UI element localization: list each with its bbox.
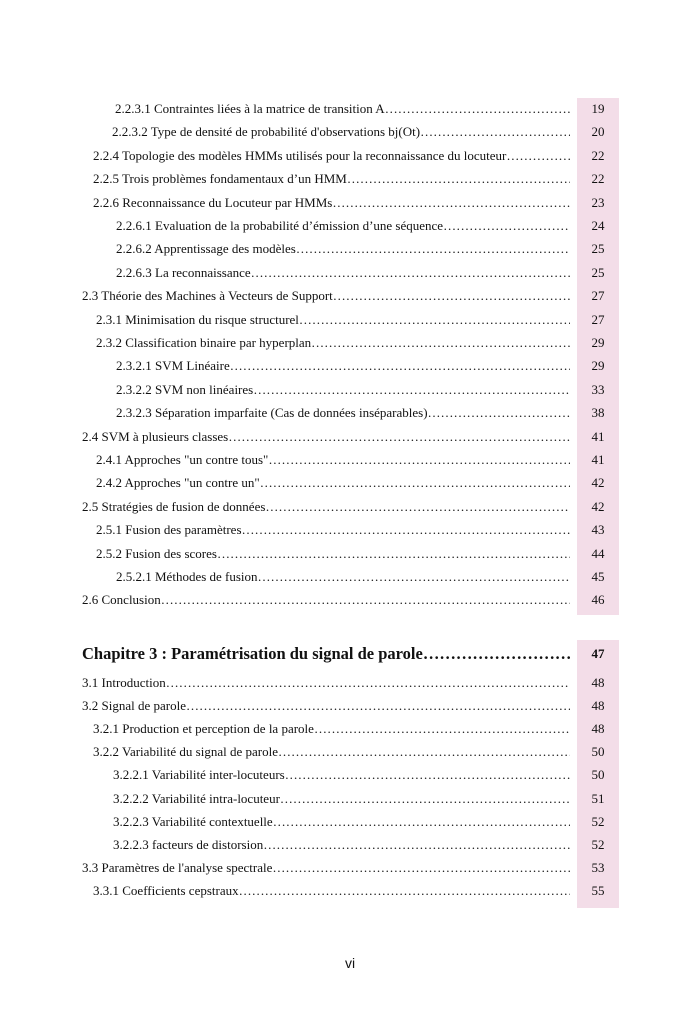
toc-entry-title: 2.5.1 Fusion des paramètres xyxy=(96,522,242,538)
toc-entry-page: 53 xyxy=(591,859,605,875)
toc-entry-title: 2.3 Théorie des Machines à Vecteurs de Support xyxy=(82,288,333,304)
toc-entry[interactable] xyxy=(0,309,700,331)
toc-entry-page: 27 xyxy=(591,311,605,327)
toc-entry-page: 25 xyxy=(591,241,605,257)
toc-entry-page: 22 xyxy=(591,147,605,163)
toc-entry-title: 2.4.1 Approches "un contre tous" xyxy=(96,452,269,467)
leader-dots xyxy=(278,741,570,763)
toc-entry[interactable] xyxy=(0,402,700,424)
toc-entry-page: 46 xyxy=(591,592,605,608)
toc-entry-title: 2.2.5 Trois problèmes fondamentaux d’un HMM xyxy=(93,171,347,187)
toc-entry-page: 41 xyxy=(591,452,605,467)
toc-entry-page: 42 xyxy=(591,498,605,514)
leader-dots xyxy=(385,98,570,120)
toc-entry-page: 33 xyxy=(591,381,605,397)
leader-dots xyxy=(333,285,570,307)
toc-entry[interactable] xyxy=(0,168,700,190)
toc-entry[interactable] xyxy=(0,238,700,260)
leader-dots xyxy=(443,215,570,237)
toc-entry-page: 51 xyxy=(591,790,605,806)
toc-entry-title: 3.3.1 Coefficients cepstraux xyxy=(93,882,239,898)
toc-entry-page: 19 xyxy=(591,101,605,116)
toc-entry[interactable] xyxy=(0,496,700,518)
toc-entry-page: 55 xyxy=(591,882,605,898)
toc-entry-page: 25 xyxy=(591,264,605,280)
toc-entry-page: 38 xyxy=(591,405,605,421)
toc-entry-title: 2.4 SVM à plusieurs classes xyxy=(82,428,229,444)
toc-entry[interactable] xyxy=(0,262,700,284)
toc-entry[interactable] xyxy=(0,519,700,541)
toc-chapter-entry[interactable] xyxy=(0,643,700,665)
leader-dots xyxy=(272,857,570,879)
toc-entry[interactable] xyxy=(0,285,700,307)
toc-entry-title: 2.5.2.1 Méthodes de fusion xyxy=(116,569,258,584)
toc-entry-page: 47 xyxy=(591,646,605,661)
toc-entry-title: 3.3 Paramètres de l'analyse spectrale xyxy=(82,859,273,875)
toc-entry-title: 3.2.2.3 Variabilité contextuelle xyxy=(113,813,273,829)
toc-entry[interactable] xyxy=(0,449,700,471)
leader-dots xyxy=(420,121,570,143)
toc-entry-title: 3.2.2.3 facteurs de distorsion xyxy=(113,836,264,852)
toc-entry-title: 2.3.2.1 SVM Linéaire xyxy=(116,358,230,374)
toc-entry-page: 41 xyxy=(591,428,605,444)
toc-entry-title: 2.2.6.1 Evaluation de la probabilité d’émission d’une séquence xyxy=(116,218,444,233)
toc-entry[interactable] xyxy=(0,718,700,740)
toc-entry-title: 3.2.2 Variabilité du signal de parole xyxy=(93,744,278,760)
leader-dots xyxy=(242,519,570,541)
toc-entry-title: 2.2.3.1 Contraintes liées à la matrice de transition A xyxy=(115,101,385,116)
leader-dots xyxy=(161,589,570,611)
leader-dots xyxy=(299,309,570,331)
leader-dots xyxy=(506,145,570,167)
toc-entry-title: Chapitre 3 : Paramétrisation du signal de parole xyxy=(82,644,423,663)
leader-dots xyxy=(268,449,570,471)
toc-entry-title: 2.4.2 Approches "un contre un" xyxy=(96,475,260,491)
toc-entry[interactable] xyxy=(0,857,700,879)
toc-entry[interactable] xyxy=(0,695,700,717)
toc-entry-page: 52 xyxy=(591,836,605,852)
toc-entry[interactable] xyxy=(0,811,700,833)
toc-entry-title: 2.2.6.2 Apprentissage des modèles xyxy=(116,241,296,257)
toc-entry[interactable] xyxy=(0,788,700,810)
toc-entry-title: 3.2.2.1 Variabilité inter-locuteurs xyxy=(113,767,285,783)
leader-dots xyxy=(239,880,570,902)
leader-dots xyxy=(217,543,570,565)
toc-entry-title: 2.2.4 Topologie des modèles HMMs utilisés pour la reconnaissance du locuteur xyxy=(93,147,507,163)
toc-entry-page: 52 xyxy=(591,813,605,829)
leader-dots xyxy=(280,788,570,810)
toc-entry[interactable] xyxy=(0,192,700,214)
leader-dots xyxy=(166,672,570,694)
toc-entry[interactable] xyxy=(0,764,700,786)
toc-entry-title: 3.1 Introduction xyxy=(82,675,166,690)
toc-entry[interactable] xyxy=(0,834,700,856)
toc-entry[interactable] xyxy=(0,332,700,354)
leader-dots xyxy=(311,332,570,354)
toc-entry-title: 2.6 Conclusion xyxy=(82,592,161,608)
toc-entry-title: 3.2.1 Production et perception de la parole xyxy=(93,721,314,737)
leader-dots xyxy=(253,379,570,401)
toc-entry[interactable] xyxy=(0,121,700,143)
toc-entry-page: 29 xyxy=(591,335,605,350)
toc-entry-title: 2.5.2 Fusion des scores xyxy=(96,545,217,561)
toc-entry-title: 2.2.3.2 Type de densité de probabilité d'observations bj(Ot) xyxy=(112,124,421,140)
leader-dots xyxy=(428,402,570,424)
leader-dots xyxy=(332,192,570,214)
toc-entry[interactable] xyxy=(0,566,700,588)
toc-entry[interactable] xyxy=(0,98,700,120)
toc-entry-page: 42 xyxy=(591,475,605,491)
toc-entry-page: 45 xyxy=(591,569,605,584)
leader-dots xyxy=(273,811,570,833)
leader-dots xyxy=(263,834,570,856)
toc-entry-page: 48 xyxy=(591,698,605,714)
toc-entry-title: 2.5 Stratégies de fusion de données xyxy=(82,498,266,514)
toc-entry-page: 48 xyxy=(591,721,605,737)
toc-entry-page: 22 xyxy=(591,171,605,187)
leader-dots xyxy=(228,426,570,448)
toc-entry-title: 2.2.6 Reconnaissance du Locuteur par HMMs xyxy=(93,194,333,210)
toc-entry[interactable] xyxy=(0,379,700,401)
toc-entry[interactable] xyxy=(0,741,700,763)
toc-entry[interactable] xyxy=(0,472,700,494)
leader-dots xyxy=(296,238,570,260)
toc-entry-page: 23 xyxy=(591,194,605,210)
toc-entry-title: 2.2.6.3 La reconnaissance xyxy=(116,264,251,280)
leader-dots xyxy=(258,566,570,588)
page-number: vi xyxy=(344,955,356,971)
toc-entry-title: 2.3.2.3 Séparation imparfaite (Cas de données inséparables) xyxy=(116,405,428,421)
leader-dots xyxy=(186,695,570,717)
leader-dots xyxy=(314,718,570,740)
toc-entry[interactable] xyxy=(0,426,700,448)
toc-entry-page: 44 xyxy=(591,545,605,561)
toc-entry[interactable] xyxy=(0,355,700,377)
leader-dots xyxy=(347,168,570,190)
toc-entry-title: 2.3.2.2 SVM non linéaires xyxy=(116,381,254,397)
leader-dots xyxy=(260,472,570,494)
leader-dots xyxy=(230,355,570,377)
toc-entry-page: 48 xyxy=(591,675,605,690)
toc-entry-title: 2.3.1 Minimisation du risque structurel xyxy=(96,311,299,327)
toc-entry[interactable] xyxy=(0,589,700,611)
leader-dots xyxy=(285,764,570,786)
toc-entry[interactable] xyxy=(0,880,700,902)
toc-entry[interactable] xyxy=(0,543,700,565)
toc-entry[interactable] xyxy=(0,145,700,167)
toc-entry[interactable] xyxy=(0,672,700,694)
toc-entry-page: 43 xyxy=(591,522,605,538)
toc-entry-title: 2.3.2 Classification binaire par hyperplan xyxy=(96,335,312,350)
toc-entry[interactable] xyxy=(0,215,700,237)
toc-entry-page: 27 xyxy=(591,288,605,304)
toc-entry-page: 50 xyxy=(591,767,605,783)
toc-entry-page: 50 xyxy=(591,744,605,760)
toc-entry-title: 3.2.2.2 Variabilité intra-locuteur xyxy=(113,790,280,806)
toc-entry-page: 24 xyxy=(591,218,605,233)
toc-entry-title: 3.2 Signal de parole xyxy=(82,698,186,714)
leader-dots xyxy=(265,496,570,518)
leader-dots xyxy=(423,643,570,665)
leader-dots xyxy=(251,262,570,284)
toc-entry-page: 20 xyxy=(591,124,605,140)
toc-entry-page: 29 xyxy=(591,358,605,374)
